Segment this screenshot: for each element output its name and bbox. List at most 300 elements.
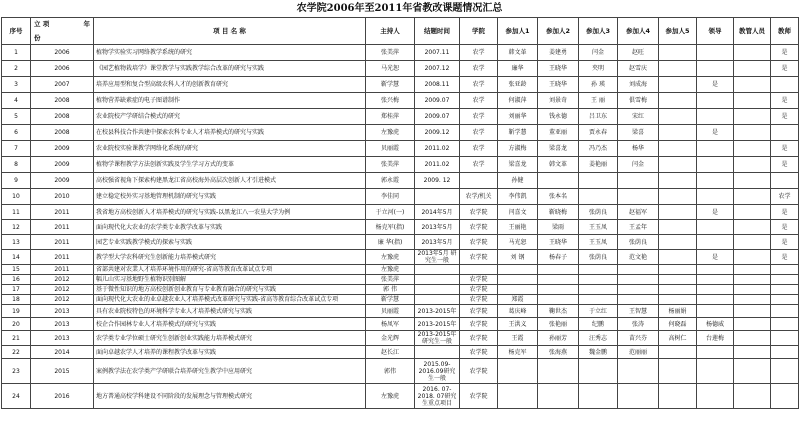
table-cell [697, 305, 734, 318]
table-cell: 培养应用型和复合型高级农科人才的创新教育研究 [94, 77, 366, 93]
table-cell: 是 [697, 205, 734, 220]
table-cell: 刘 钢 [498, 250, 538, 265]
table-cell: 廉 华(指) [366, 235, 415, 250]
table-cell [659, 109, 697, 125]
table-cell: 是 [771, 205, 799, 220]
table-cell: 梁雨 [538, 220, 579, 235]
table-cell: 郭伟 [366, 359, 415, 384]
table-cell: 在校县科技合作共建中探索农科专业人才培养模式的研究与实践 [94, 125, 366, 141]
table-cell: 张美萍 [366, 157, 415, 173]
table-cell [734, 125, 771, 141]
table-cell [618, 384, 659, 409]
table-cell [771, 125, 799, 141]
table-row [2, 331, 799, 346]
table-cell: 廉华 [498, 61, 538, 77]
table-row [2, 141, 799, 157]
table-cell: 农学院 [460, 220, 498, 235]
table-cell: 梁喜龙 [538, 141, 579, 157]
table-cell: 王智慧 [618, 305, 659, 318]
table-row [2, 45, 799, 61]
table-cell [618, 173, 659, 189]
table-cell [734, 295, 771, 305]
table-cell: 2011.02 [415, 157, 460, 173]
table-row [2, 61, 799, 77]
table-cell [659, 173, 697, 189]
table-cell: 杨丽娟 [659, 305, 697, 318]
table-cell: 李佳同 [366, 189, 415, 205]
table-cell: 面向现代化大农业的农学类专业教学改革与实践 [94, 220, 366, 235]
table-cell: 王丽艳 [498, 220, 538, 235]
header-leader2: 领导 [697, 18, 734, 45]
table-cell [734, 384, 771, 409]
table-cell: 是 [771, 141, 799, 157]
table-cell: 幅儿山实习基地野生植物识别图解 [94, 275, 366, 285]
table-cell [618, 359, 659, 384]
table-cell: 2011 [31, 265, 94, 275]
table-cell [697, 295, 734, 305]
table-cell: 贾永春 [579, 125, 618, 141]
table-cell: 王玉凤 [579, 220, 618, 235]
table-cell [771, 275, 799, 285]
table-cell: 农学院 [460, 359, 498, 384]
table-cell: 2009.07 [415, 93, 460, 109]
header-year: 立 项 年 份 [31, 18, 94, 45]
table-cell [579, 384, 618, 409]
table-cell [659, 265, 697, 275]
table-cell: 面向现代化大农业的业卓越农业人才培养模式改革研究与实践-省高等教育综合改革试点专项 [94, 295, 366, 305]
table-cell: 16 [2, 275, 31, 285]
table-row [2, 157, 799, 173]
table-row [2, 93, 799, 109]
table-cell: 梁喜 [618, 125, 659, 141]
table-cell: 面向卓越农学人才培养的课程教学改革与实践 [94, 346, 366, 359]
table-cell: 2013 [31, 331, 94, 346]
table-cell: 农学院 [460, 318, 498, 331]
table-cell [734, 220, 771, 235]
table-cell: 农学院 [460, 331, 498, 346]
table-cell [771, 173, 799, 189]
table-cell: 2015.09-2016.09研究生一般 [415, 359, 460, 384]
table-cell: 11 [2, 205, 31, 220]
table-cell: 是 [771, 45, 799, 61]
table-cell: 韩文革 [538, 157, 579, 173]
table-cell [618, 285, 659, 295]
table-cell: 靳学慧 [366, 77, 415, 93]
table-cell: 王晓华 [538, 235, 579, 250]
table-cell: 地方普通高校学科建设不同阶段的发展理念与管理模式研究 [94, 384, 366, 409]
table-cell [734, 250, 771, 265]
table-cell: 2011 [31, 205, 94, 220]
table-row [2, 205, 799, 220]
table-cell [734, 173, 771, 189]
table-cell: 杨华 [618, 141, 659, 157]
table-cell: 10 [2, 189, 31, 205]
table-cell [538, 295, 579, 305]
table-cell [498, 384, 538, 409]
table-cell: 是 [771, 235, 799, 250]
table-cell: 2016. 07-2018. 07研究生重点项目 [415, 384, 460, 409]
table-cell: 案例教学法在农学类产学研联合培养研究生教学中应用研究 [94, 359, 366, 384]
table-cell [697, 93, 734, 109]
table-cell: 张美萍 [366, 45, 415, 61]
table-cell: 2009.07 [415, 109, 460, 125]
table-cell: 植物学课程教学方法创新实践及学生学习方式的变革 [94, 157, 366, 173]
table-cell: 农学/机关 [460, 189, 498, 205]
table-cell: 是 [771, 93, 799, 109]
table-cell: 左豫虎 [366, 250, 415, 265]
table-cell: 是 [697, 125, 734, 141]
table-row [2, 109, 799, 125]
table-cell: 宋红 [618, 109, 659, 125]
header-seq: 序号 [2, 18, 31, 45]
table-row [2, 295, 799, 305]
table-cell: 闫喜文 [498, 205, 538, 220]
table-cell [618, 189, 659, 205]
table-cell [618, 295, 659, 305]
table-cell: 闫金 [618, 157, 659, 173]
table-cell [734, 318, 771, 331]
table-cell: 12 [2, 220, 31, 235]
table-cell: 2009.12 [415, 125, 460, 141]
table-cell [771, 77, 799, 93]
table-cell [415, 265, 460, 275]
table-cell: 梁喜龙 [498, 157, 538, 173]
table-cell [538, 275, 579, 285]
table-cell [697, 173, 734, 189]
header-row [2, 18, 799, 45]
table-cell: 植物营养缺素症的电子图谱制作 [94, 93, 366, 109]
table-cell [415, 295, 460, 305]
table-cell: 2011 [31, 220, 94, 235]
table-cell: 2008 [31, 125, 94, 141]
table-cell [538, 359, 579, 384]
table-cell: 农学院 [460, 346, 498, 359]
table-cell: 15 [2, 265, 31, 275]
table-cell [697, 109, 734, 125]
table-cell [415, 285, 460, 295]
table-cell: 园艺专业实践教学模式的探索与实践 [94, 235, 366, 250]
table-cell: 2009. 12 [415, 173, 460, 189]
table-cell [538, 285, 579, 295]
header-p5: 参加人5 [659, 18, 697, 45]
table-cell [538, 265, 579, 275]
header-p2: 参加人2 [538, 18, 579, 45]
table-cell [697, 285, 734, 295]
header-p4: 参加人4 [618, 18, 659, 45]
table-cell: 6 [2, 125, 31, 141]
table-cell [734, 275, 771, 285]
table-cell: 董亚丽 [538, 125, 579, 141]
table-cell: 农学院 [460, 235, 498, 250]
table-cell: 孙 瑛 [579, 77, 618, 93]
table-cell: 2014年5月 [415, 205, 460, 220]
table-cell [697, 384, 734, 409]
table-cell: 校企合作园林专业人才培养模式的研究与实践 [94, 318, 366, 331]
table-cell: 郑霞 [498, 295, 538, 305]
table-cell: 孙健 [498, 173, 538, 189]
table-cell: 2009 [31, 173, 94, 189]
table-cell: 教学型大学农科研究生创新能力培养模式研究 [94, 250, 366, 265]
table-cell: 2013-2015年 研究生一般 [415, 331, 460, 346]
table-cell: 姜建勇 [538, 45, 579, 61]
table-cell: 1 [2, 45, 31, 61]
header-teacher: 教师 [771, 18, 799, 45]
table-row [2, 346, 799, 359]
table-cell: 是 [771, 109, 799, 125]
table-cell: 鞠世杰 [538, 305, 579, 318]
table-cell [415, 346, 460, 359]
table-cell: 农学 [460, 45, 498, 61]
table-cell [734, 235, 771, 250]
table-cell: 农学 [460, 157, 498, 173]
table-cell: 2012 [31, 295, 94, 305]
table-cell: 农学 [460, 109, 498, 125]
table-cell: 17 [2, 285, 31, 295]
table-cell: 贝丽霞 [366, 305, 415, 318]
table-cell: 何淑萍 [498, 93, 538, 109]
table-cell [734, 189, 771, 205]
table-cell [498, 285, 538, 295]
table-cell: 赵福军 [618, 205, 659, 220]
table-cell: 台莲梅 [697, 331, 734, 346]
table-cell [659, 45, 697, 61]
header-leader: 主持人 [366, 18, 415, 45]
table-cell: 2013 [31, 318, 94, 331]
table-cell: 2 [2, 61, 31, 77]
table-cell: 金光辉 [366, 331, 415, 346]
table-cell [734, 285, 771, 295]
table-cell: 刘成海 [618, 77, 659, 93]
table-row [2, 125, 799, 141]
table-cell [771, 305, 799, 318]
header-mgmt: 教管人员 [734, 18, 771, 45]
table-cell [734, 157, 771, 173]
table-cell: 2013-2015年 [415, 318, 460, 331]
table-cell [697, 61, 734, 77]
table-cell: 汪秀志 [579, 331, 618, 346]
table-cell: 郭永霞 [366, 173, 415, 189]
table-cell: 张亚龄 [498, 77, 538, 93]
table-cell [579, 359, 618, 384]
table-cell: 9 [2, 173, 31, 189]
table-cell: 靳晓梅 [538, 205, 579, 220]
table-cell: 张荫良 [579, 250, 618, 265]
table-cell [697, 265, 734, 275]
table-cell [498, 275, 538, 285]
table-cell: 张本名 [538, 189, 579, 205]
table-cell [697, 220, 734, 235]
table-cell: 20 [2, 318, 31, 331]
table-cell: 王洪义 [498, 318, 538, 331]
table-cell: 郭 伟 [366, 285, 415, 295]
table-cell [579, 265, 618, 275]
table-cell: 何晓磊 [659, 318, 697, 331]
table-row [2, 359, 799, 384]
table-cell: 2011 [31, 235, 94, 250]
table-cell: 韩文革 [498, 45, 538, 61]
table-cell: 杨克军 [498, 346, 538, 359]
table-cell [771, 359, 799, 384]
table-cell: 2009 [31, 157, 94, 173]
table-cell: 郑桂萍 [366, 109, 415, 125]
table-cell: 姜艳丽 [579, 157, 618, 173]
table-cell: 于立河(一) [366, 205, 415, 220]
table-cell: 2006 [31, 61, 94, 77]
table-cell: 方淑梅 [498, 141, 538, 157]
table-cell [579, 173, 618, 189]
table-cell: 张海燕 [538, 346, 579, 359]
table-cell: 我省地方高校创新人才培养模式的研究与实践-以黑龙江八一农垦大学为例 [94, 205, 366, 220]
table-cell [734, 61, 771, 77]
table-cell: 冯乃杰 [579, 141, 618, 157]
table-cell [734, 305, 771, 318]
table-cell [771, 265, 799, 275]
table-cell: 农学 [460, 93, 498, 109]
table-cell: 俱雪梅 [618, 93, 659, 109]
table-cell: 2011.02 [415, 141, 460, 157]
table-cell: 是 [771, 250, 799, 265]
table-cell: 贝丽霞 [366, 141, 415, 157]
table-cell: 2011 [31, 250, 94, 265]
table-cell: 2008.11 [415, 77, 460, 93]
table-row [2, 305, 799, 318]
table-cell: 范丽丽 [618, 346, 659, 359]
table-cell: 靳学慧 [366, 295, 415, 305]
table-cell: 王玉凤 [579, 235, 618, 250]
table-cell [538, 173, 579, 189]
table-cell: 2010 [31, 189, 94, 205]
table-cell [697, 235, 734, 250]
table-row [2, 318, 799, 331]
table-cell: 农业院校产学研结合模式的研究 [94, 109, 366, 125]
header-project: 项 目 名 称 [94, 18, 366, 45]
table-cell: 2013 [31, 305, 94, 318]
table-cell: 是 [697, 250, 734, 265]
table-cell: 左豫虎 [366, 265, 415, 275]
table-cell: 农学院 [460, 205, 498, 220]
table-cell [697, 189, 734, 205]
table-row [2, 235, 799, 250]
table-cell: 农学 [460, 77, 498, 93]
table-row [2, 275, 799, 285]
table-cell [415, 189, 460, 205]
table-cell: 是 [771, 220, 799, 235]
table-cell: 5 [2, 109, 31, 125]
table-cell [697, 346, 734, 359]
table-cell: 18 [2, 295, 31, 305]
table-cell [659, 77, 697, 93]
table-cell: 吕卫东 [579, 109, 618, 125]
table-cell: 杨春子 [538, 250, 579, 265]
table-cell: 省部共建对农業人才培养环境作用的研究-省高等教育改革试点专项 [94, 265, 366, 275]
table-cell: 靳学慧 [498, 125, 538, 141]
table-cell [498, 359, 538, 384]
table-cell [771, 384, 799, 409]
table-row [2, 220, 799, 235]
table-cell: 2014 [31, 346, 94, 359]
table-cell [697, 45, 734, 61]
table-cell: 杨德威 [697, 318, 734, 331]
table-cell: 左豫虎 [366, 384, 415, 409]
table-cell: 农学 [460, 141, 498, 157]
table-cell: 农学院 [460, 295, 498, 305]
table-cell: 农学 [460, 125, 498, 141]
table-cell: 植物学实验实习网络教学系统的研究 [94, 45, 366, 61]
table-cell [734, 109, 771, 125]
table-cell: 钱永德 [538, 109, 579, 125]
table-cell [579, 295, 618, 305]
table-cell [771, 346, 799, 359]
table-row [2, 384, 799, 409]
table-cell: 8 [2, 157, 31, 173]
table-cell [618, 265, 659, 275]
table-cell: 张荫良 [579, 205, 618, 220]
table-row [2, 265, 799, 275]
table-cell: 14 [2, 250, 31, 265]
table-cell: 农学院 [460, 275, 498, 285]
table-cell: 2015 [31, 359, 94, 384]
table-cell: 农学院 [460, 384, 498, 409]
table-cell: 王晓华 [538, 77, 579, 93]
table-cell: 张艳丽 [538, 318, 579, 331]
header-college: 学院 [460, 18, 498, 45]
table-cell: 孙丽芳 [538, 331, 579, 346]
table-cell: 赵雪庆 [618, 61, 659, 77]
table-cell: 王孟年 [618, 220, 659, 235]
table-cell: 范文艳 [618, 250, 659, 265]
table-cell [659, 359, 697, 384]
table-cell [659, 205, 697, 220]
table-cell: 刘丽华 [498, 109, 538, 125]
table-cell: 于立红 [579, 305, 618, 318]
table-cell: 2013-2015年 [415, 305, 460, 318]
table-cell: 葛庆峰 [498, 305, 538, 318]
table-cell: 张涛 [618, 318, 659, 331]
table-cell: 2016 [31, 384, 94, 409]
table-cell [659, 384, 697, 409]
table-cell [659, 346, 697, 359]
table-cell: 2007 [31, 77, 94, 93]
table-cell [771, 295, 799, 305]
table-cell [659, 275, 697, 285]
table-cell [659, 285, 697, 295]
table-cell: 《园艺植物栽培学》课堂教学与实践教学综合改革的研究与实践 [94, 61, 366, 77]
table-cell: 马光恕 [366, 61, 415, 77]
table-cell: 刘景奇 [538, 93, 579, 109]
table-cell: 是 [697, 77, 734, 93]
table-cell: 2007.11 [415, 45, 460, 61]
table-cell [734, 205, 771, 220]
header-p3: 参加人3 [579, 18, 618, 45]
table-row [2, 189, 799, 205]
table-cell: 2012 [31, 285, 94, 295]
table-cell: 2013年5月 [415, 220, 460, 235]
table-cell [579, 285, 618, 295]
table-cell: 王霞 [498, 331, 538, 346]
table-cell: 2013年5月 研究生一般 [415, 250, 460, 265]
table-cell: 高校强省视角下探索构建黑龙江省高校海外高层次创新人才引进模式 [94, 173, 366, 189]
table-cell: 纪鹏 [579, 318, 618, 331]
table-cell [579, 275, 618, 285]
table-cell [697, 275, 734, 285]
header-p1: 参加人1 [498, 18, 538, 45]
table-cell [659, 157, 697, 173]
table-cell: 魏金鹏 [579, 346, 618, 359]
table-cell [697, 157, 734, 173]
table-cell [659, 125, 697, 141]
table-cell: 是 [771, 157, 799, 173]
table-cell: 王 丽 [579, 93, 618, 109]
